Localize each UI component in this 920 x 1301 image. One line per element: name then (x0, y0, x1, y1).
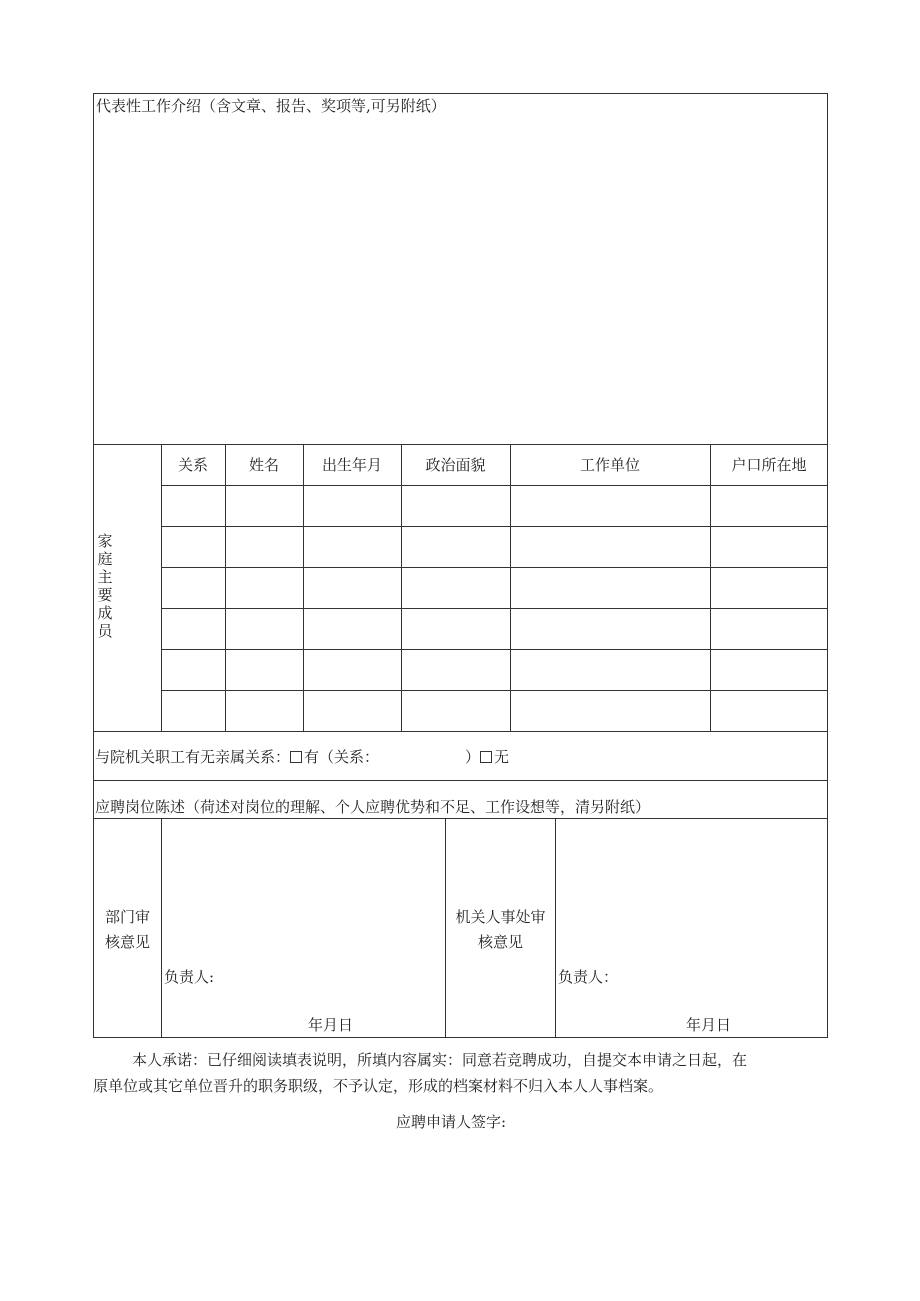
kinship-row (95, 748, 509, 766)
family-side-label: 家庭主要成员 (97, 532, 113, 640)
checkbox-no[interactable] (480, 751, 492, 763)
divider (93, 780, 828, 781)
dept-review-label-2: 核意见 (104, 933, 150, 951)
dept-date-label: 年月日 (308, 1016, 354, 1034)
dept-review-area[interactable] (162, 819, 445, 969)
hr-review-label-2: 核意见 (477, 933, 523, 951)
divider (93, 731, 828, 732)
work-intro-label: 代表性工作介绍（含文章、报告、奖项等,可另附纸） (96, 97, 446, 115)
dept-responsible-label: 负责人: (164, 968, 215, 986)
pledge-line-1: 本人承诺：已仔细阅读填表说明，所填内容属实：同意若竞聘成功，自提交本申请之日起，在 (132, 1051, 748, 1069)
kinship-no-label: 无 (494, 748, 510, 766)
table-row[interactable] (162, 609, 827, 649)
work-intro-area[interactable] (94, 118, 827, 444)
pledge-line-2: 原单位或其它单位晋升的职务职级，不予认定，形成的档案材料不归入本人人事档案。 (93, 1077, 664, 1095)
hr-review-area[interactable] (556, 819, 827, 969)
position-statement-label: 应聘岗位陈述（荷述对岗位的理解、个人应聘优势和不足、工作设想等，清另附纸） (95, 798, 651, 816)
family-header-relation: 关系 (177, 456, 208, 474)
kinship-close-paren: ） (465, 748, 481, 766)
kinship-prefix: 与院机关职工有无亲属关系： (95, 748, 291, 766)
checkbox-yes[interactable] (290, 751, 302, 763)
hr-date-label: 年月日 (686, 1016, 732, 1034)
hr-responsible-label: 负责人： (558, 968, 619, 986)
table-row[interactable] (162, 486, 827, 526)
signature-label: 应聘申请人签字: (396, 1113, 507, 1131)
family-header-political: 政治面貌 (425, 456, 486, 474)
family-header-birth: 出生年月 (321, 456, 382, 474)
divider (445, 818, 446, 1038)
divider (93, 444, 828, 445)
hr-review-label-1: 机关人事处审 (455, 908, 546, 926)
table-row[interactable] (162, 691, 827, 730)
family-header-workplace: 工作单位 (579, 456, 640, 474)
table-row[interactable] (162, 527, 827, 567)
kinship-yes-label: 有（关系： (304, 748, 380, 766)
family-header-hukou: 户口所在地 (731, 456, 807, 474)
table-row[interactable] (162, 650, 827, 690)
family-header-name: 姓名 (248, 456, 279, 474)
signature-field[interactable] (520, 1110, 720, 1134)
family-rows (162, 486, 827, 730)
dept-review-label-1: 部门审 (104, 908, 150, 926)
table-row[interactable] (162, 568, 827, 608)
